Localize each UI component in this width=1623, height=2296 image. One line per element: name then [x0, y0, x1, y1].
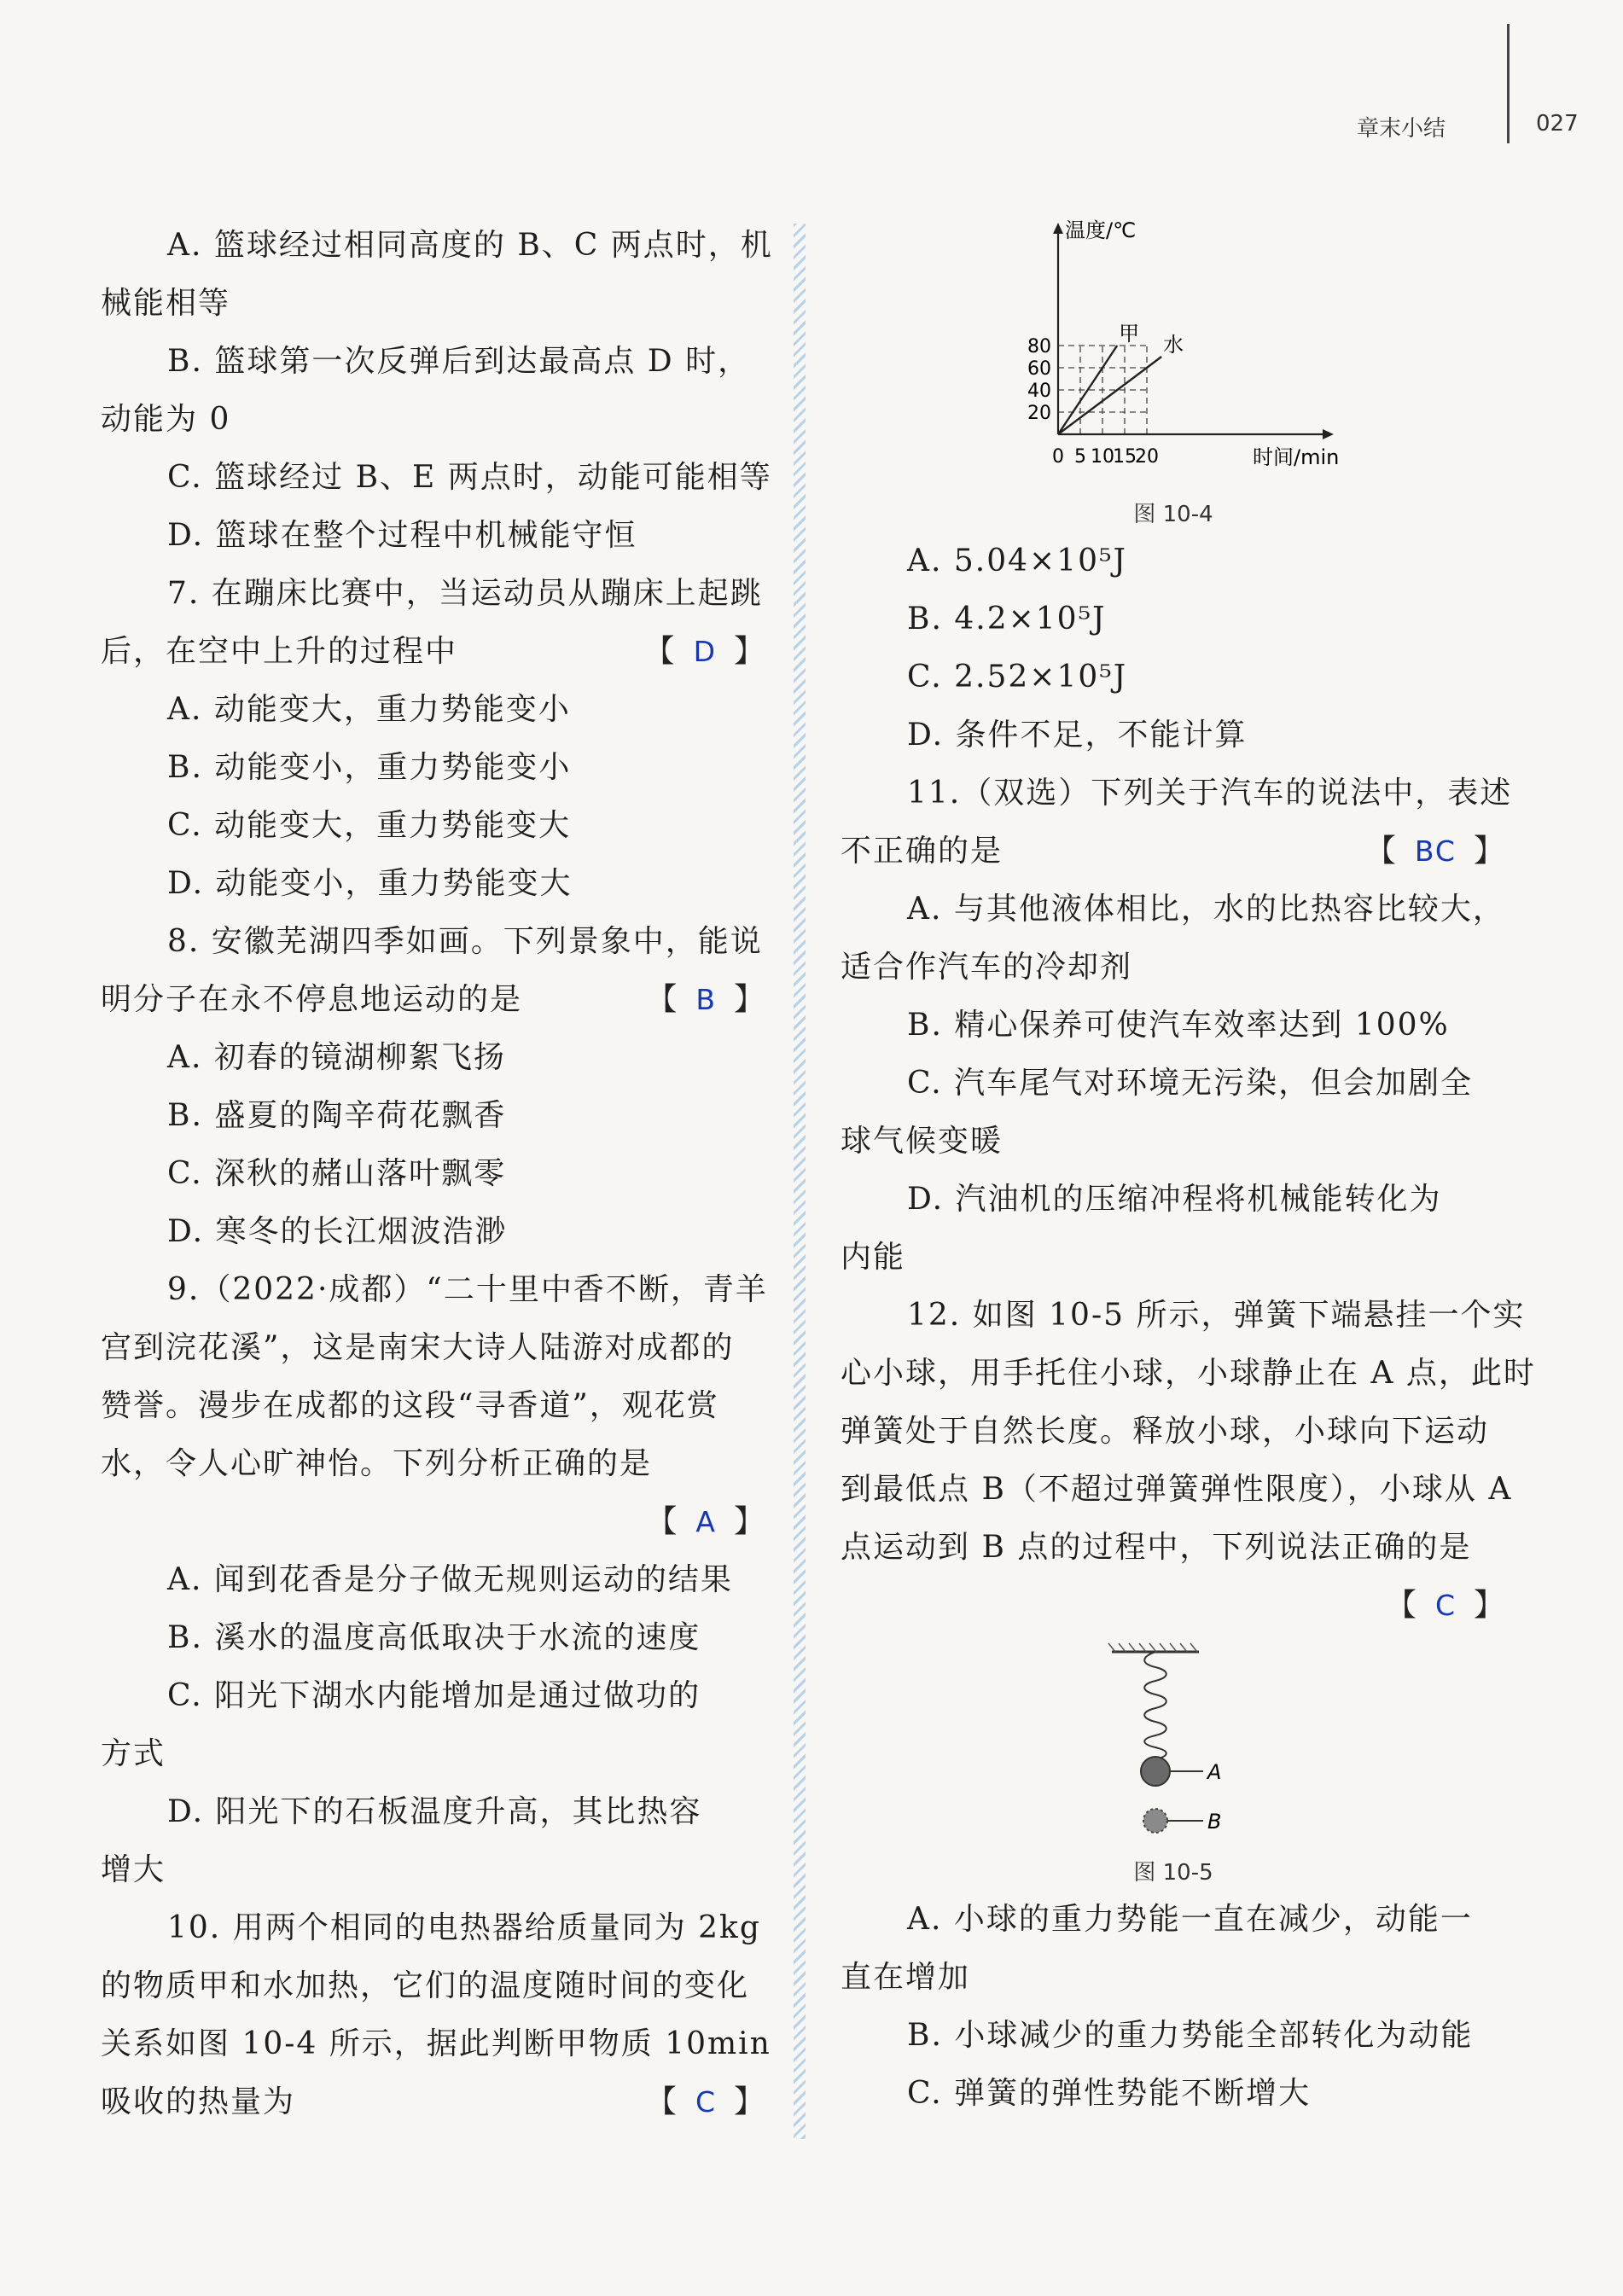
text-line: [841, 1519, 1506, 1577]
answer-bracket: 【 C 】: [645, 2084, 766, 2119]
x-tick-label: 20: [1135, 446, 1159, 468]
right-column: [841, 217, 1536, 2123]
text-line: [101, 275, 766, 333]
text-line: [841, 590, 1506, 648]
text-line: [101, 1551, 766, 1609]
line-text: 8. 安徽芜湖四季如画。下列景象中，能说: [167, 924, 763, 959]
x-tick-label: 5: [1074, 446, 1086, 468]
text-line: [841, 997, 1506, 1055]
line-text: 10. 用两个相同的电热器给质量同为 2kg: [167, 1910, 761, 1945]
x-axis-label: 时间/min: [1253, 445, 1340, 469]
text-line: [101, 1319, 766, 1377]
line-text: A. 与其他液体相比，水的比热容比较大，: [907, 892, 1505, 927]
line-text: 后，在空中上升的过程中: [101, 634, 458, 669]
x-tick-label: 10: [1091, 446, 1114, 468]
text-line: [841, 1949, 1506, 2007]
text-line: [101, 1899, 766, 1957]
line-text: A. 篮球经过相同高度的 B、C 两点时，机: [167, 228, 773, 263]
line-text: 球气候变暖: [841, 1124, 1003, 1159]
answer-bracket: 【 A 】: [646, 1504, 766, 1539]
line-text: 明分子在永不停息地运动的是: [101, 982, 523, 1017]
line-text: B. 精心保养可使汽车效率达到 100%: [907, 1008, 1450, 1043]
text-line: [841, 2007, 1506, 2065]
line-text: A. 初春的镜湖柳絮飞扬: [167, 1040, 506, 1075]
line-text: 11.（双选）下列关于汽车的说法中，表述: [907, 776, 1513, 811]
right-lower-text: [841, 1891, 1506, 2123]
line-text: C. 阳光下湖水内能增加是通过做功的: [167, 1678, 701, 1713]
answer-bracket: 【 B 】: [646, 982, 766, 1017]
text-line: [841, 2065, 1506, 2123]
left-column: [101, 217, 773, 2131]
text-line: [101, 217, 773, 275]
line-text: 9.（2022·成都）“二十里中香不断，青羊: [167, 1272, 768, 1307]
line-text: A. 5.04×10⁵J: [907, 543, 1127, 578]
text-line: [101, 913, 766, 971]
text-line: [841, 1171, 1506, 1229]
line-text: B. 盛夏的陶辛荷花飘香: [167, 1098, 507, 1133]
text-line: [101, 797, 766, 855]
text-line: [841, 532, 1506, 590]
text-line: [101, 1957, 766, 2015]
text-line: [101, 739, 766, 797]
chapter-title: 章末小结: [1357, 116, 1446, 142]
answer-bracket: 【 D 】: [643, 634, 766, 669]
x-tick-label: 15: [1113, 446, 1137, 468]
text-line: [841, 1891, 1506, 1949]
text-line: [841, 1577, 1506, 1635]
text-line: [101, 2015, 771, 2073]
text-line: [101, 449, 772, 507]
text-line: [101, 1145, 766, 1203]
answer-bracket: 【 BC 】: [1364, 834, 1506, 869]
text-line: [841, 1113, 1506, 1171]
line-text: A. 动能变大，重力势能变小: [167, 692, 571, 727]
header-rule: [1507, 24, 1510, 143]
text-line: [101, 1667, 766, 1725]
line-text: 吸收的热量为: [101, 2084, 296, 2119]
figure-10-5: [841, 1635, 1506, 1891]
line-text: C. 动能变大，重力势能变大: [167, 808, 572, 843]
text-line: [101, 1029, 766, 1087]
line-text: B. 动能变小，重力势能变小: [167, 750, 572, 785]
text-line: [101, 1261, 766, 1319]
series-label: 甲: [1119, 322, 1140, 346]
series-label: 水: [1163, 333, 1184, 357]
line-text: 到最低点 B（不超过弹簧弹性限度），小球从 A: [841, 1472, 1513, 1507]
line-text: C. 深秋的赭山落叶飘零: [167, 1156, 507, 1191]
line-text: 12. 如图 10-5 所示，弹簧下端悬挂一个实: [907, 1298, 1526, 1333]
line-text: 直在增加: [841, 1960, 971, 1995]
text-line: [841, 706, 1506, 764]
line-text: 点运动到 B 点的过程中，下列说法正确的是: [841, 1530, 1472, 1565]
line-text: D. 条件不足，不能计算: [907, 718, 1248, 753]
figure-10-5-caption: 图 10-5: [1133, 1860, 1213, 1886]
text-line: [841, 764, 1513, 822]
x-tick-label: 0: [1052, 446, 1064, 468]
line-text: D. 阳光下的石板温度升高，其比热容: [167, 1794, 702, 1829]
line-text: 械能相等: [101, 286, 231, 321]
text-line: [101, 2073, 766, 2131]
text-line: [841, 822, 1506, 881]
text-line: [101, 623, 766, 681]
spring-diagram: [841, 1635, 1506, 1848]
text-line: [841, 881, 1506, 939]
line-text: B. 小球减少的重力势能全部转化为动能: [907, 2018, 1474, 2053]
line-text: D. 动能变小，重力势能变大: [167, 866, 573, 901]
text-line: [101, 1087, 766, 1145]
series-line-1: [1058, 346, 1117, 434]
y-axis-arrow: [1053, 223, 1063, 234]
point-a-label: A: [1207, 1760, 1222, 1784]
answer-value: C: [695, 2085, 717, 2119]
answer-value: D: [693, 635, 717, 668]
text-line: [101, 1609, 766, 1667]
line-text: 水，令人心旷神怡。下列分析正确的是: [101, 1446, 653, 1481]
text-line: [841, 1403, 1506, 1461]
text-line: [841, 1345, 1536, 1403]
text-line: [841, 1229, 1506, 1287]
text-line: [841, 648, 1506, 706]
line-text: 动能为 0: [101, 402, 231, 437]
y-tick-label: 80: [1027, 336, 1051, 357]
text-line: [101, 855, 766, 913]
line-text: D. 汽油机的压缩冲程将机械能转化为: [907, 1182, 1442, 1217]
line-text: 赞誉。漫步在成都的这段“寻香道”，观花赏: [101, 1388, 719, 1423]
answer-bracket: 【 C 】: [1385, 1588, 1506, 1623]
right-upper-text: [841, 532, 1536, 1635]
answer-value: C: [1434, 1589, 1457, 1622]
line-text: B. 溪水的温度高低取决于水流的速度: [167, 1620, 701, 1655]
text-line: [841, 939, 1506, 997]
page-number: 027: [1536, 111, 1579, 137]
line-text: C. 汽车尾气对环境无污染，但会加剧全: [907, 1066, 1474, 1101]
line-text: 弹簧处于自然长度。释放小球，小球向下运动: [841, 1414, 1490, 1449]
line-text: 增大: [101, 1852, 166, 1887]
text-line: [101, 971, 766, 1029]
point-b-label: B: [1207, 1810, 1222, 1834]
text-line: [841, 1055, 1506, 1113]
y-tick-label: 40: [1027, 381, 1051, 402]
line-text: C. 篮球经过 B、E 两点时，动能可能相等: [167, 460, 772, 495]
temperature-chart: [841, 217, 1506, 490]
text-line: [101, 1203, 766, 1261]
line-text: 关系如图 10-4 所示，据此判断甲物质 10min: [101, 2026, 771, 2061]
y-tick-label: 60: [1027, 358, 1051, 380]
line-text: 适合作汽车的冷却剂: [841, 950, 1133, 985]
text-line: [101, 1725, 766, 1783]
text-line: [101, 565, 766, 623]
answer-value: A: [695, 1505, 717, 1538]
line-text: A. 闻到花香是分子做无规则运动的结果: [167, 1562, 733, 1597]
figure-10-4: [841, 217, 1506, 532]
y-axis-label: 温度/℃: [1065, 218, 1137, 242]
text-line: [101, 1435, 766, 1493]
text-line: [101, 1841, 766, 1899]
line-text: 的物质甲和水加热，它们的温度随时间的变化: [101, 1968, 750, 2003]
line-text: 方式: [101, 1736, 166, 1771]
x-axis-arrow: [1323, 429, 1334, 439]
text-line: [841, 1461, 1513, 1519]
figure-10-4-caption: 图 10-4: [1133, 502, 1213, 527]
text-line: [101, 391, 766, 449]
line-text: B. 篮球第一次反弹后到达最高点 D 时，: [167, 344, 751, 379]
text-line: [101, 1783, 766, 1841]
line-text: C. 弹簧的弹性势能不断增大: [907, 2076, 1312, 2111]
line-text: 内能: [841, 1240, 906, 1275]
line-text: 7. 在蹦床比赛中，当运动员从蹦床上起跳: [167, 576, 763, 611]
line-text: C. 2.52×10⁵J: [907, 660, 1128, 695]
y-tick-label: 20: [1027, 403, 1051, 424]
answer-value: B: [695, 983, 717, 1016]
line-text: D. 寒冬的长江烟波浩渺: [167, 1214, 508, 1249]
text-line: [101, 1493, 766, 1551]
line-text: 心小球，用手托住小球，小球静止在 A 点，此时: [841, 1356, 1536, 1391]
line-text: 宫到浣花溪”，这是南宋大诗人陆游对成都的: [101, 1330, 735, 1365]
line-text: D. 篮球在整个过程中机械能守恒: [167, 518, 637, 553]
text-line: [841, 1287, 1526, 1345]
line-text: 不正确的是: [841, 834, 1003, 869]
answer-value: BC: [1414, 834, 1457, 868]
text-line: [101, 333, 766, 391]
text-line: [101, 507, 766, 565]
text-line: [101, 1377, 766, 1435]
line-text: B. 4.2×10⁵J: [907, 602, 1107, 636]
text-line: [101, 681, 766, 739]
line-text: A. 小球的重力势能一直在减少，动能一: [907, 1902, 1473, 1937]
column-divider: [794, 224, 806, 2139]
